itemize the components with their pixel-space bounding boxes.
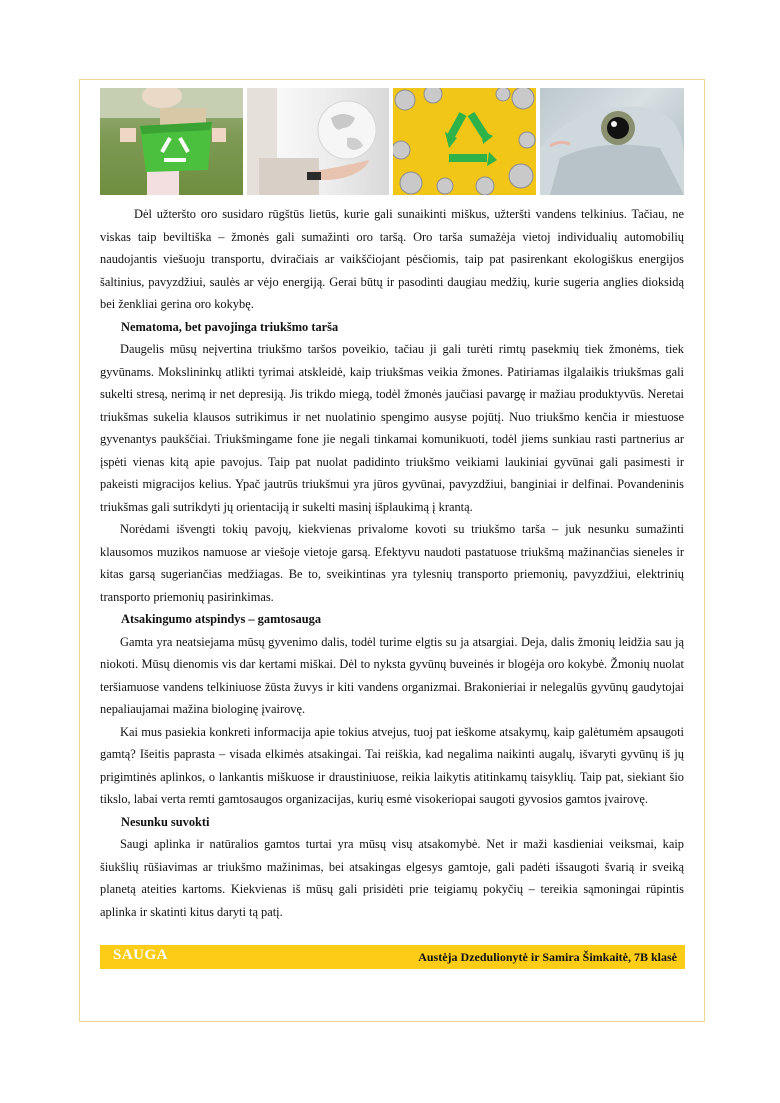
fish-photo	[540, 88, 684, 195]
authors-credit: Austėja Dzedulionytė ir Samira Šimkaitė, 7B klasė	[418, 950, 677, 964]
heading-easy-to-understand: Nesunku suvokti	[121, 814, 210, 829]
recycling-box-photo	[100, 88, 243, 195]
photo-strip	[100, 88, 684, 195]
heading-nature-protection: Atsakingumo atspindys – gamtosauga	[121, 612, 322, 626]
footer-bar	[100, 945, 685, 969]
paragraph-conclusion: Saugi aplinka ir natūralios gamtos turtai yra mūsų visų atsakomybė. Net ir maži kasdieniai veiksmai, kaip šiukšlių rūšiavimas ar triukšmo mažinimas, bei atsakingas elgesys gamtoje, gali padėti išsaugoti švarią ir sveiką planetą ateities kartoms. Kiekvienas iš mūsų gali prisidėti prie teigiamų pokyčių – tereikia sąmoningai rūpintis aplinka ir skatinti kitus daryti tą patį.	[100, 837, 684, 919]
paragraph-responsible-behavior: Kai mus pasiekia konkreti informacija apie tokius atvejus, tuoj pat ieškome atsakymų, kaip galėtumėm apsaugoti gamtą? Išeitis paprasta – visada elkimės atsakingai. Tai reiškia, kad negalima naikinti augalų, išvaryti gyvūnų iš jų prigimtinės aplinkos, o lankantis miškuose ir draustiniuose, reikia laikytis atitinkamų taisyklių. Taip pat, siekiant šio tikslo, labai verta remti gamtosaugos organizacijas, kurių esmė visokeriopai saugoti gyvosios gamtos įvairovę.	[100, 724, 684, 806]
paragraph-nature-threats: Gamta yra neatsiejama mūsų gyvenimo dalis, todėl turime elgtis su ja atsargiai. Deja, dalis žmonių leidžia sau ją niokoti. Mūsų dienomis vis dar kertami miškai. Dėl to nyksta gyvūnų buveinės ir blogėja oro kokybė. Žmonių nuolat teršiamuose vandens telkiniuose žūsta žuvys ir kiti vandens organizmai. Brakonieriai ir nelegalūs gyvūnų gaudytojai nepaliaujamai mažina biologinę įvairovę.	[100, 634, 684, 716]
globe-in-hand-photo	[247, 88, 389, 195]
paragraph-air-pollution: Dėl užteršto oro susidaro rūgštūs lietūs, kurie gali sunaikinti miškus, užteršti vandens telkinius. Tačiau, ne viskas taip beviltiška – žmonės gali sumažinti oro taršą. Oro tarša sumažėja vietoj individualių automobilių naudojantis viešuoju transportu, dviračiais ar vaikščiojant pėsčiomis, taip pat pasirenkant ekologiškus energijos šaltinius, pavyzdžiui, saulės ar vėjo energiją. Gerai būtų ir pasodinti daugiau medžių, kurie sugeria anglies dioksidą bei ženkliai gerina oro kokybę.	[100, 207, 684, 311]
paragraph-noise-reduction: Norėdami išvengti tokių pavojų, kiekvienas privalome kovoti su triukšmo tarša – juk nesunku sumažinti klausomos muzikos namuose ar viešoje vietoje garsą. Efektyvu naudoti pastatuose triukšmą mažinančias sieneles ir kitas garsą sugeriančias medžiagas. Be to, sveikintinas yra tylesnių transporto priemonių, pavyzdžiui, elektrinių transporto priemonių pasirinkimas.	[100, 522, 684, 604]
paragraph-noise-effects: Daugelis mūsų neįvertina triukšmo taršos poveikio, tačiau ji gali turėti rimtų pasekmių tiek žmonėms, tiek gyvūnams. Mokslininkų atlikti tyrimai atskleidė, kaip triukšmas veikia žmones. Patiriamas ilgalaikis triukšmas gali sukelti stresą, nerimą ir net depresiją. Jis trikdo miegą, todėl žmonės jaučiasi pavargę ir mažiau produktyvūs. Neretai triukšmas sukelia klausos sutrikimus ir net nuolatinio spengimo ausyse pojūtį. Nuo triukšmo kenčia ir miestuose gyvenantys paukščiai. Triukšmingame fone jie negali tinkamai komunikuoti, todėl jiems sunkiau rasti partnerius ar įspėti vienas kitą apie pavojus. Taip pat nuolat padidinto triukšmo veikiami laukiniai gyvūnai gali pasimesti ir pakeisti migracijos kelius. Ypač jautrūs triukšmui yra jūros gyvūnai, pavyzdžiui, banginiai ir delfinai. Povandeninis triukšmas gali sutrikdyti jų orientaciją ir sukelti masinį išplaukimą į krantą.	[100, 342, 684, 514]
cans-recycle-photo	[393, 88, 536, 195]
article-body	[100, 203, 684, 923]
section-label: SAUGA	[113, 947, 169, 963]
heading-noise-pollution: Nematoma, bet pavojinga triukšmo tarša	[121, 319, 339, 334]
